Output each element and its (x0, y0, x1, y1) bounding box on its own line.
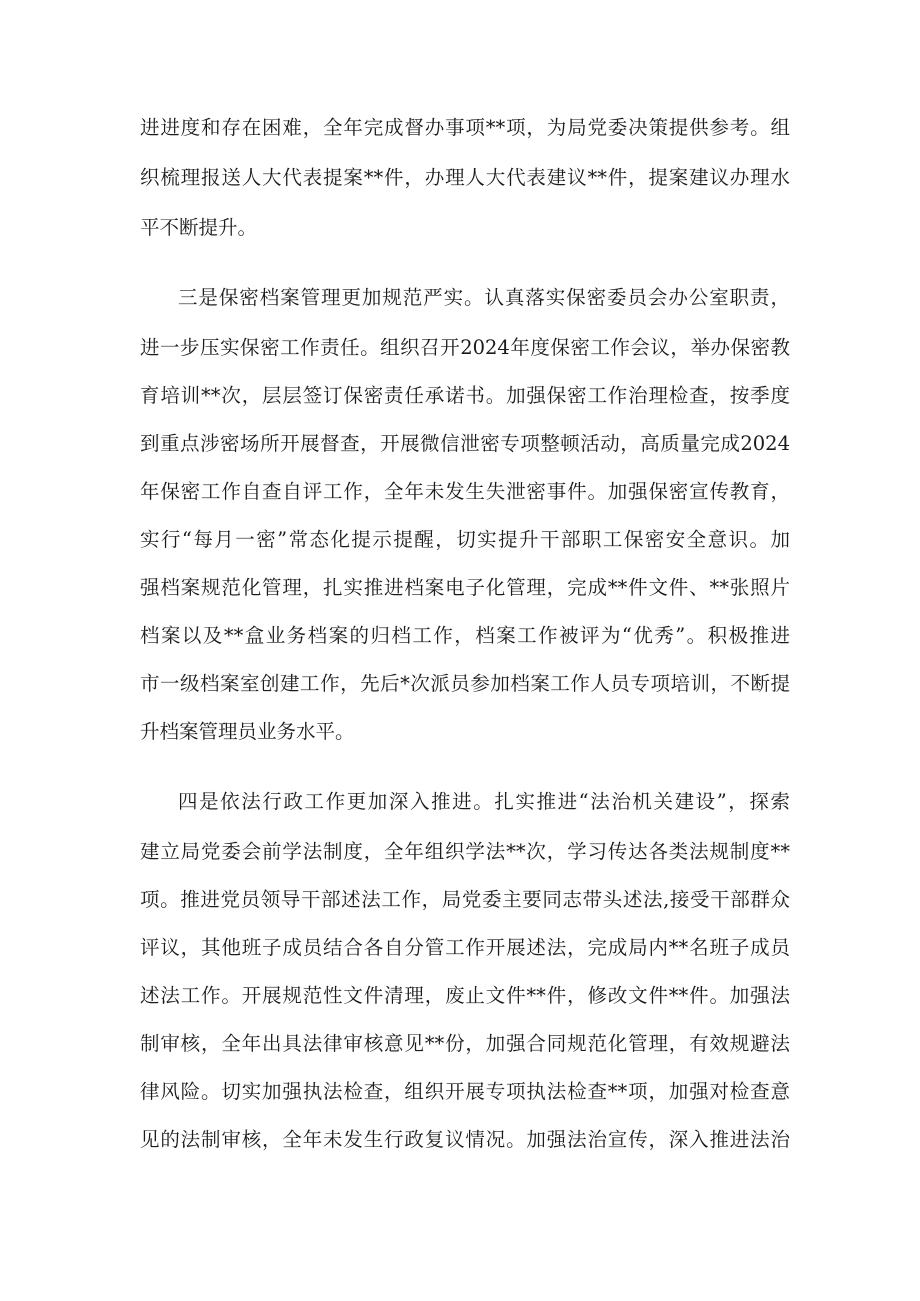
text-line: 织梳理报送人大代表提案**件，办理人大代表建议**件，提案建议办理水 (140, 166, 790, 189)
text-line: 四是依法行政工作更加深入推进。扎实推进“法治机关建设”，探索 (178, 790, 790, 813)
text-line: 建立局党委会前学法制度，全年组织学法**次，学习传达各类法规制度** (140, 840, 790, 863)
text-line: 进一步压实保密工作责任。组织召开2024年度保密工作会议，举办保密教 (140, 336, 790, 359)
text-line: 三是保密档案管理更加规范严实。认真落实保密委员会办公室职责， (178, 286, 790, 309)
text-line: 进进度和存在困难，全年完成督办事项**项，为局党委决策提供参考。组 (140, 116, 790, 139)
text-line: 述法工作。开展规范性文件清理，废止文件**件，修改文件**件。加强法 (140, 984, 790, 1007)
text-line: 实行“每月一密”常态化提示提醒，切实提升干部职工保密安全意识。加 (140, 528, 790, 551)
text-line: 市一级档案室创建工作，先后*次派员参加档案工作人员专项培训，不断提 (140, 672, 790, 695)
text-line: 评议，其他班子成员结合各自分管工作开展述法，完成局内**名班子成员 (140, 936, 790, 959)
text-line: 制审核，全年出具法律审核意见**份，加强合同规范化管理，有效规避法 (140, 1032, 790, 1055)
text-line: 到重点涉密场所开展督查，开展微信泄密专项整顿活动，高质量完成2024 (140, 432, 790, 455)
text-line: 项。推进党员领导干部述法工作，局党委主要同志带头述法,接受干部群众 (140, 888, 790, 911)
text-line: 律风险。切实加强执法检查，组织开展专项执法检查**项，加强对检查意 (140, 1080, 790, 1103)
text-line: 年保密工作自查自评工作，全年未发生失泄密事件。加强保密宣传教育， (140, 480, 790, 503)
text-line: 升档案管理员业务水平。 (140, 720, 355, 743)
text-line: 档案以及**盒业务档案的归档工作，档案工作被评为“优秀”。积极推进 (140, 624, 790, 647)
text-line: 育培训**次，层层签订保密责任承诺书。加强保密工作治理检查，按季度 (140, 384, 790, 407)
text-line: 见的法制审核，全年未发生行政复议情况。加强法治宣传，深入推进法治 (140, 1128, 790, 1151)
text-line: 强档案规范化管理，扎实推进档案电子化管理，完成**件文件、**张照片 (140, 576, 790, 599)
text-line: 平不断提升。 (140, 216, 258, 239)
